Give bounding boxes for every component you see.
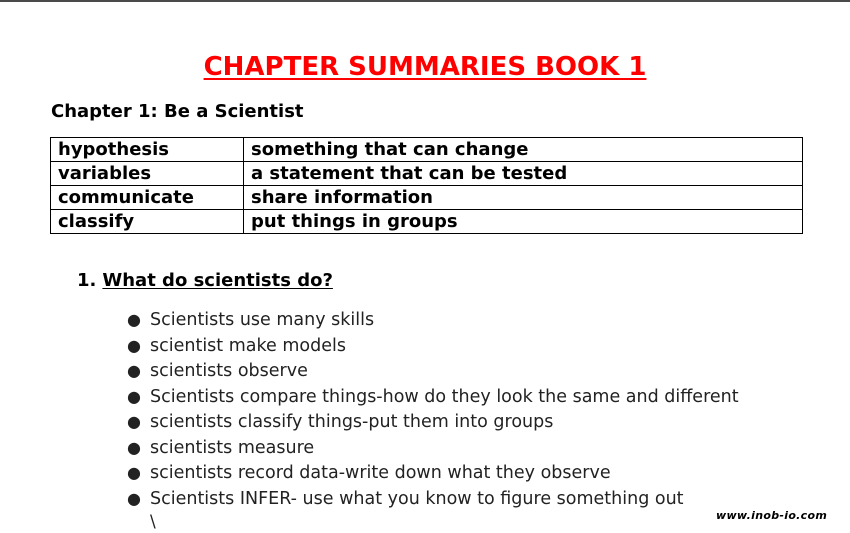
document-title (0, 52, 850, 82)
list-item-text: scientists observe (150, 361, 308, 381)
table-row (51, 186, 803, 210)
bullet-icon: ● (127, 386, 141, 406)
chapter-heading: Chapter 1: Be a Scientist (51, 101, 304, 122)
list-item (127, 409, 739, 435)
list-item (127, 460, 739, 486)
bullet-icon: ● (127, 437, 141, 457)
vocab-definition: a statement that can be tested (244, 162, 803, 186)
top-border-line (0, 0, 850, 2)
question-number: 1. (77, 270, 97, 291)
vocab-term: variables (51, 162, 244, 186)
list-item-text: scientists measure (150, 437, 315, 458)
stray-backslash: \ (150, 512, 156, 532)
vocab-term: communicate (51, 186, 244, 210)
list-item (127, 358, 739, 384)
table-row (51, 162, 803, 186)
vocab-definition: something that can change (244, 138, 803, 162)
list-item-text: scientists record data-write down what they observe (150, 463, 611, 483)
vocab-definition: put things in groups (244, 210, 803, 234)
vocab-term: classify (51, 210, 244, 234)
vocab-term: hypothesis (51, 138, 244, 162)
question-text: What do scientists do? (102, 270, 333, 291)
list-item (127, 486, 739, 512)
list-item (127, 435, 739, 461)
document-title-text: CHAPTER SUMMARIES BOOK 1 (203, 52, 647, 82)
list-item (127, 307, 739, 333)
list-item-text: Scientists INFER- use what you know to figure something out (150, 488, 684, 509)
bullet-icon: ● (127, 463, 141, 482)
watermark-text: www.inob-io.com (716, 509, 828, 522)
vocab-definition: share information (244, 186, 803, 210)
bullet-icon: ● (127, 412, 141, 431)
vocabulary-table (50, 137, 803, 234)
table-row (51, 138, 803, 162)
bullet-icon: ● (127, 488, 141, 508)
list-item-text: Scientists use many skills (150, 310, 375, 330)
list-item (127, 384, 739, 410)
bullet-list (127, 307, 739, 511)
bullet-icon: ● (127, 310, 141, 329)
list-item (127, 333, 739, 359)
bullet-icon: ● (127, 335, 141, 355)
list-item-text: scientists classify things-put them into groups (150, 412, 554, 432)
table-row (51, 210, 803, 234)
bullet-icon: ● (127, 361, 141, 380)
list-item-text: scientist make models (150, 335, 346, 356)
list-item-text: Scientists compare things-how do they look the same and different (150, 386, 739, 407)
question-heading (77, 270, 333, 291)
